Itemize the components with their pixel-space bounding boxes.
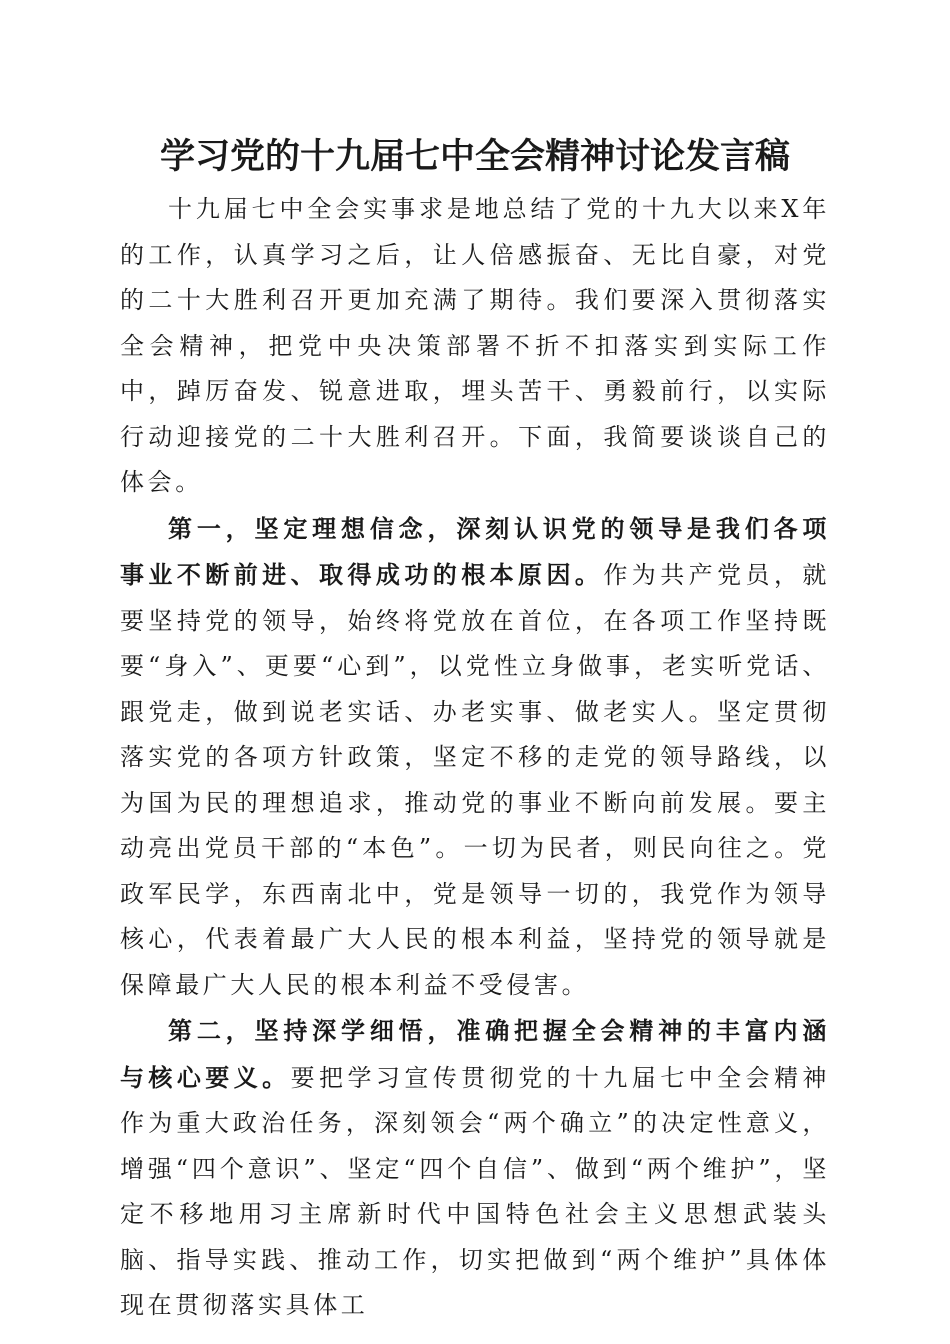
paragraph-intro (120, 186, 830, 506)
paragraph-text: 要把学习宣传贯彻党的十九届七中全会精神作为重大政治任务，深刻领会“两个确立”的决定性意义，增强“四个意识”、坚定“四个自信”、做到“两个维护”，坚定不移地用习主席新时代中国特色社会主义思想武装头脑、指导实践、推动工作，切实把做到“两个维护”具体体现在贯彻落实具体工 (120, 1063, 830, 1319)
paragraph-lead: 第一，坚定理想信念，深刻认识党的领导是我们各项事业不断前进、取得成功的根本原因。 (120, 513, 830, 589)
paragraph-second-point (120, 1008, 830, 1329)
paragraph-lead: 第二，坚持深学细悟，准确把握全会精神的丰富内涵与核心要义。 (120, 1016, 830, 1092)
document-body (120, 186, 830, 1329)
document-title: 学习党的十九届七中全会精神讨论发言稿 (159, 136, 790, 177)
paragraph-text: 作为共产党员，就要坚持党的领导，始终将党放在首位，在各项工作坚持既要“身入”、更要“心到”，以党性立身做事，老实听党话、跟党走，做到说老实话、办老实事、做老实人。坚定贯彻落实党的各项方针政策，坚定不移的走党的领导路线，以为国为民的理想追求，推动党的事业不断向前发展。要主动亮出党员干部的“本色”。一切为民者，则民向往之。党政军民学，东西南北中，党是领导一切的，我党作为领导核心，代表着最广大人民的根本利益，坚持党的领导就是保障最广大人民的根本利益不受侵害。 (120, 561, 830, 999)
paragraph-first-point (120, 506, 830, 1009)
paragraph-text: 十九届七中全会实事求是地总结了党的十九大以来X年的工作，认真学习之后，让人倍感振奋、无比自豪，对党的二十大胜利召开更加充满了期待。我们要深入贯彻落实全会精神，把党中央决策部署不折不扣落实到实际工作中，踔厉奋发、锐意进取，埋头苦干、勇毅前行，以实际行动迎接党的二十大胜利召开。下面，我简要谈谈自己的体会。 (120, 195, 830, 496)
